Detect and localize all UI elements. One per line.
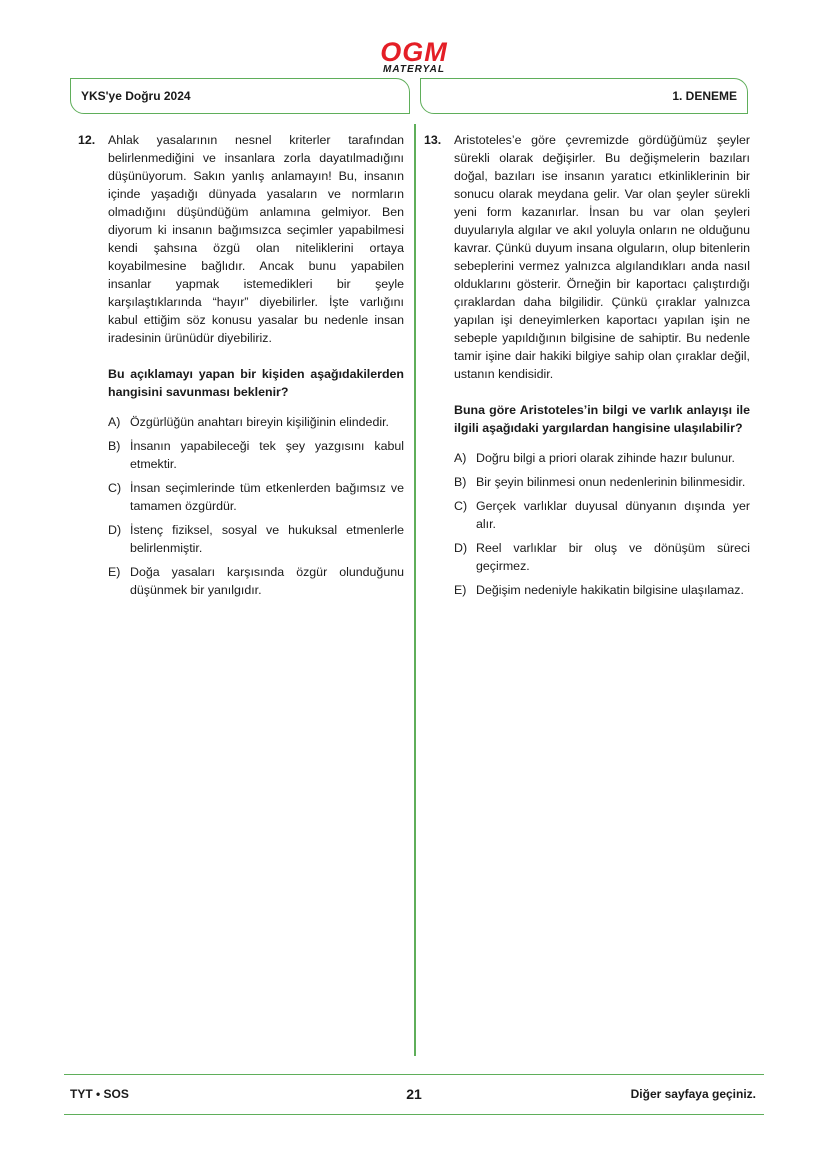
option-text: İstenç fiziksel, sosyal ve hukuksal etmenlerle belirlenmiştir.	[130, 523, 404, 555]
logo-sub-text: MATERYAL	[383, 64, 445, 75]
page-number-text: 21	[406, 1086, 422, 1102]
option-text: Reel varlıklar bir oluş ve dönüşüm süreci geçirmez.	[476, 541, 750, 573]
header-exam-number	[420, 78, 748, 114]
option-letter: C)	[454, 499, 468, 513]
header-right-text: 1. DENEME	[672, 89, 737, 103]
question-stem: Bu açıklamayı yapan bir kişiden aşağıdakilerden hangisini savunması beklenir?	[108, 367, 404, 399]
option-c[interactable]	[454, 497, 750, 533]
option-a[interactable]	[454, 449, 750, 467]
option-letter: D)	[108, 523, 122, 537]
option-text: Değişim nedeniyle hakikatin bilgisine ulaşılamaz.	[476, 583, 744, 597]
option-letter: B)	[108, 439, 121, 453]
question-stem: Buna göre Aristoteles’in bilgi ve varlık anlayışı ile ilgili aşağıdaki yargılardan hangisine ulaşılabilir?	[454, 403, 750, 435]
question-number: 13.	[424, 133, 442, 147]
question-12	[78, 131, 404, 605]
ogm-materyal-logo	[372, 37, 456, 76]
option-c[interactable]	[108, 479, 404, 515]
option-letter: E)	[108, 565, 121, 579]
footer-subject-text: TYT • SOS	[70, 1087, 129, 1101]
footer-subject	[70, 1080, 129, 1108]
option-letter: C)	[108, 481, 122, 495]
footer-bottom-rule	[64, 1114, 764, 1115]
header-left-text: YKS'ye Doğru 2024	[81, 89, 191, 103]
option-letter: E)	[454, 583, 467, 597]
option-d[interactable]	[108, 521, 404, 557]
option-text: Bir şeyin bilinmesi onun nedenlerinin bilinmesidir.	[476, 475, 746, 489]
question-passage: Ahlak yasalarının nesnel kriterler tarafından belirlenmediğini ve insanlara zorla dayatılmadığını düşünüyorum. Sakın yanlış anlamayın! Bu, insanın içinde yaşadığı dünyada yasaların ve normların olmadığını düşündüğüm anlamına gelmiyor. Ben diyorum ki insanın bağımsızca seçimler yapabilmesi kendi şahsına özgü olan niteliklerini ortaya koyabilmesine bağlıdır. Ancak bunu yapabilen insanlar yapmak istemedikleri bir şeyle karşılaştıklarında “hayır” diyebilirler. İşte varlığını kabul ettiğim söz konusu yasalar bu nedenle insan iradesinin ürünüdür diyebiliriz.	[108, 133, 404, 345]
header-exam-title	[70, 78, 410, 114]
question-passage: Aristoteles’e göre çevremizde gördüğümüz şeyler sürekli olarak değişirler. Bu değişmelerin bazıları doğal, bazıları ise insanın yaratıcı etkinliklerinin bir sonucu olarak meydana gelir. Var olan şeyler sürekli yeni form kazanırlar. İnsan bu var olan şeyleri duyularıyla algılar ve akıl yoluyla onların ne olduğunu kavrar. Çünkü duyum insana olguların, olup bitenlerin sebeplerini vermez yalnızca algılandıkları anda nasıl olduklarını gösterir. Örneğin bir kaportacı çalıştırdığı çıraklardan daha bilgilidir. Çünkü çıraklar yalnızca yapılan işi deneyimlerken kaportacı yapılan işin ne sebeple yapıldığının bilgisine de sahiptir. Bu nedenle tamir işine dair hakiki bilgiye sahip olan çıraklar değil, ustanın kendisidir.	[454, 133, 750, 381]
option-letter: A)	[454, 451, 467, 465]
option-text: Özgürlüğün anahtarı bireyin kişiliğinin elindedir.	[130, 415, 389, 429]
logo-main-text: OGM	[380, 37, 448, 67]
question-13	[424, 131, 750, 605]
column-divider	[414, 124, 416, 1056]
page-number	[394, 1080, 434, 1108]
option-text: Doğru bilgi a priori olarak zihinde hazır bulunur.	[476, 451, 735, 465]
option-text: Gerçek varlıklar duyusal dünyanın dışında yer alır.	[476, 499, 750, 531]
option-b[interactable]	[454, 473, 750, 491]
option-a[interactable]	[108, 413, 404, 431]
option-text: Doğa yasaları karşısında özgür olunduğunu düşünmek bir yanılgıdır.	[130, 565, 404, 597]
option-text: İnsan seçimlerinde tüm etkenlerden bağımsız ve tamamen özgürdür.	[130, 481, 404, 513]
footer-next-page	[631, 1080, 756, 1108]
option-letter: A)	[108, 415, 121, 429]
option-text: İnsanın yapabileceği tek şey yazgısını kabul etmektir.	[130, 439, 404, 471]
question-number: 12.	[78, 133, 96, 147]
option-b[interactable]	[108, 437, 404, 473]
option-e[interactable]	[108, 563, 404, 599]
option-d[interactable]	[454, 539, 750, 575]
footer-top-rule	[64, 1074, 764, 1075]
option-e[interactable]	[454, 581, 750, 599]
option-letter: D)	[454, 541, 468, 555]
footer-next-page-text: Diğer sayfaya geçiniz.	[630, 1087, 756, 1101]
option-letter: B)	[454, 475, 467, 489]
